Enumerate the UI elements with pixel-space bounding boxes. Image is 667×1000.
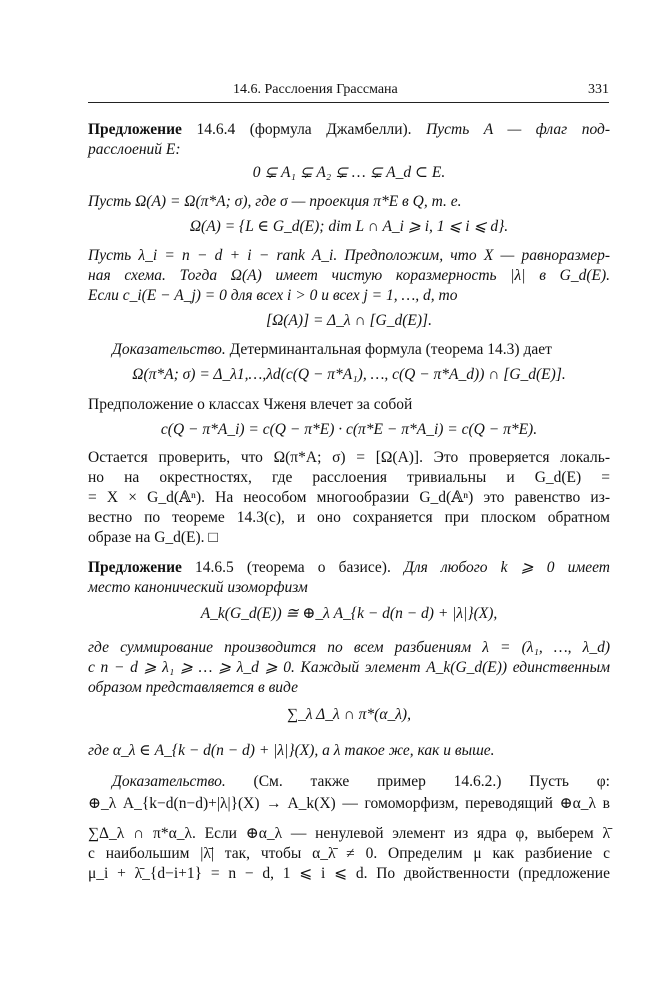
text-line: образом представляется в виде	[88, 679, 298, 696]
formula-omega-class: [Ω(A)] = Δ_λ ∩ [G_d(E)].	[266, 312, 432, 329]
text-line: с n − d ⩾ λ₁ ⩾ … ⩾ λ_d ⩾ 0. Каждый элемент A_k(G_d(E)) единственным	[88, 659, 610, 676]
text-line: Остается проверить, что Ω(π*A; σ) = [Ω(A)]. Это проверяется локаль-	[88, 449, 610, 466]
formula-sum: ∑_λ Δ_λ ∩ π*(α_λ),	[287, 706, 411, 723]
text-line: Если c_i(E − A_j) = 0 для всех i > 0 и всех j = 1, …, d, то	[88, 287, 458, 304]
text-line: Пусть Ω(A) = Ω(π*A; σ), где σ — проекция π*E в Q, т. е.	[88, 193, 462, 210]
proposition-14-6-4-line: Предложение 14.6.4 (формула Джамбелли). Пусть A — флаг под-	[88, 121, 610, 138]
text-line: μ_i + λ̄_{d−i+1} = n − d, 1 ⩽ i ⩽ d. По двойственности (предложение	[88, 865, 610, 882]
text-line: но на окрестностях, где расслоения тривиальны и G_d(E) =	[88, 469, 610, 486]
text-line: Предположение о классах Чженя влечет за собой	[88, 396, 413, 413]
text-line: ⊕_λ A_{k−d(n−d)+|λ|}(X) → A_k(X) — гомоморфизм, переводящий ⊕α_λ в	[88, 795, 610, 812]
formula-determinantal: Ω(π*A; σ) = Δ_λ1,…,λd(c(Q − π*A₁), …, c(Q − π*A_d)) ∩ [G_d(E)].	[132, 366, 566, 383]
text-line: вестно по теореме 14.3(c), и оно сохраняется при плоском обратном	[88, 509, 610, 526]
text-line: место канонический изоморфизм	[88, 579, 308, 596]
text-line: где α_λ ∈ A_{k − d(n − d) + |λ|}(X), а λ такое же, как и выше.	[88, 742, 495, 759]
formula-basis-iso: A_k(G_d(E)) ≅ ⊕_λ A_{k − d(n − d) + |λ|}(X),	[200, 605, 498, 622]
text-line: ная схема. Тогда Ω(A) имеет чистую коразмерность |λ| в G_d(E).	[88, 267, 610, 284]
text-line: = X × G_d(𝔸ⁿ). На неособом многообразии G_d(𝔸ⁿ) это равенство из-	[88, 489, 610, 506]
page-number: 331	[588, 82, 609, 97]
formula-omega-def: Ω(A) = {L ∈ G_d(E); dim L ∩ A_i ⩾ i, 1 ⩽ i ⩽ d}.	[189, 218, 509, 235]
proof-line: Доказательство. (См. также пример 14.6.2.) Пусть φ:	[112, 773, 610, 790]
proposition-14-6-5-line: Предложение 14.6.5 (теорема о базисе). Для любого k ⩾ 0 имеет	[88, 559, 610, 576]
running-header	[88, 80, 609, 103]
formula-chern: c(Q − π*A_i) = c(Q − π*E) · c(π*E − π*A_i) = c(Q − π*E).	[160, 421, 538, 438]
proof-line: Доказательство. Детерминантальная формула (теорема 14.3) дает	[112, 341, 552, 358]
text-line: Пусть λ_i = n − d + i − rank A_i. Предположим, что X — равноразмер-	[88, 247, 610, 264]
text-line: с наибольшим |λ̄| так, чтобы α_λ̄ ≠ 0. Определим μ как разбиение с	[88, 845, 610, 862]
text-line: ∑Δ_λ ∩ π*α_λ. Если ⊕α_λ — ненулевой элемент из ядра φ, выберем λ̄	[88, 825, 610, 842]
text-line: где суммирование производится по всем разбиениям λ = (λ₁, …, λ_d)	[88, 639, 610, 656]
text-line: расслоений E:	[88, 141, 181, 158]
formula-flag: 0 ⊊ A₁ ⊊ A₂ ⊊ … ⊊ A_d ⊂ E.	[252, 164, 446, 181]
text-line: образе на G_d(E). □	[88, 529, 218, 546]
section-title: 14.6. Расслоения Грассмана	[233, 82, 398, 97]
